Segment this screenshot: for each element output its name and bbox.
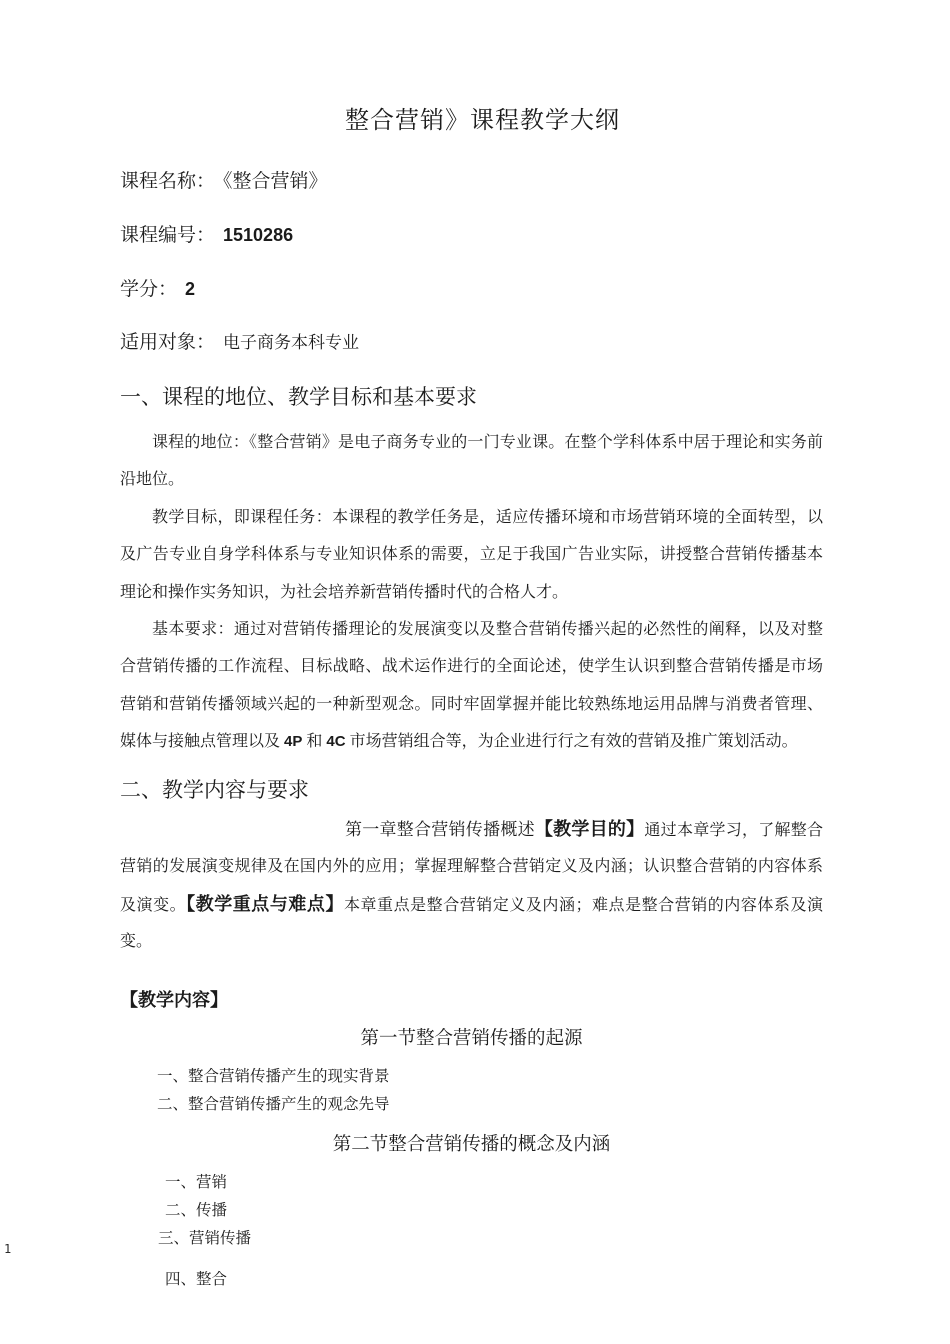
chapter-1-paragraph xyxy=(120,811,823,961)
subsection-1-title: 第一节整合营销传播的起源 xyxy=(360,1029,583,1050)
course-name-line xyxy=(120,168,823,196)
basic-requirements-text-1: 基本要求：通过对营销传播理论的发展演变以及整合营销传播兴起的必然性的阐释，以及对整合营销传播的工作流程、目标战略、战术运作进行的全面论述，使学生认识到整合营销传播是市场营销和营销传播领域兴起的一种新型观念。同时牢固掌握并能比较熟练地运用品牌与消费者管理、媒体与接触点管理以及 xyxy=(120,621,823,751)
teaching-focus-text: 本章重点是整合营销定义及内涵；难点是整合营销的内容体系及演变。 xyxy=(120,896,823,951)
list-item: 一、整合营销传播产生的现实背景 xyxy=(157,1068,390,1086)
paragraph-basic-requirements xyxy=(120,611,823,761)
term-4c: 4C xyxy=(326,733,346,751)
paragraph-teaching-goal: 教学目标，即课程任务：本课程的教学任务是，适应传播环境和市场营销环境的全面转型，以及广告专业自身学科体系与专业知识体系的需要，立足于我国广告业实际，讲授整合营销传播基本理论和操作实务知识，为社会培养新营销传播时代的合格人才。 xyxy=(120,508,823,601)
course-audience-label: 适用对象： xyxy=(120,332,216,353)
course-audience-value: 电子商务本科专业 xyxy=(223,333,360,352)
subsection-2-list xyxy=(120,1169,823,1294)
course-info-block xyxy=(120,168,823,357)
teaching-focus-label: 【教学重点与难点】 xyxy=(186,893,344,914)
list-item: 三、营销传播 xyxy=(158,1230,252,1248)
course-code-line xyxy=(120,221,823,250)
course-code-value: 1510286 xyxy=(223,225,294,245)
teaching-objective-label: 【教学目的】 xyxy=(534,818,645,839)
course-audience-line xyxy=(120,329,823,357)
basic-requirements-connector: 和 xyxy=(302,733,327,751)
list-item: 二、整合营销传播产生的观念先导 xyxy=(157,1096,390,1114)
term-4p: 4P xyxy=(284,733,303,751)
section-1-heading: 一、课程的地位、教学目标和基本要求 xyxy=(120,385,477,409)
list-item: 四、整合 xyxy=(165,1271,228,1289)
basic-requirements-text-2: 市场营销组合等，为企业进行行之有效的营销及推广策划活动。 xyxy=(345,733,798,751)
subsection-2-title: 第二节整合营销传播的概念及内涵 xyxy=(332,1135,611,1156)
document-title: 整合营销》课程教学大纲 xyxy=(345,108,620,134)
list-item: 二、传播 xyxy=(165,1202,228,1220)
course-name-value: 《整合营销》 xyxy=(223,171,328,192)
chapter-1-title: 第一章整合营销传播概述 xyxy=(345,819,535,839)
paragraph-course-position: 课程的地位：《整合营销》是电子商务专业的一门专业课。在整个学科体系中居于理论和实务前沿地位。 xyxy=(120,434,823,489)
course-credits-value: 2 xyxy=(185,279,196,299)
section-2-heading: 二、教学内容与要求 xyxy=(120,777,309,802)
subsection-1-list xyxy=(120,1063,823,1119)
course-code-label: 课程编号： xyxy=(120,225,216,246)
course-credits-line xyxy=(120,275,823,304)
page-number: 1 xyxy=(4,1242,12,1256)
teaching-objective-text: 通过本章学习，了解整合营销的发展演变规律及在国内外的应用；掌握理解整合营销定义及内涵；认识整合营销的内容体系及演变。 xyxy=(120,821,824,914)
course-name-label: 课程名称： xyxy=(120,171,216,192)
list-item: 一、营销 xyxy=(165,1174,228,1192)
teaching-content-label: 【教学内容】 xyxy=(120,990,228,1011)
course-credits-label: 学分： xyxy=(120,279,178,300)
